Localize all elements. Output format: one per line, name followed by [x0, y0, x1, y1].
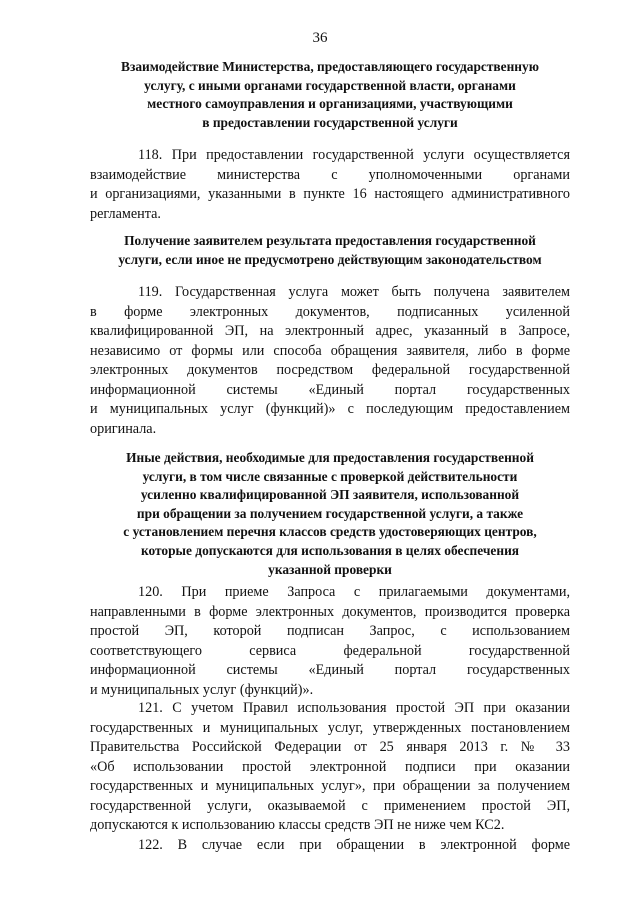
heading-line: Иные действия, необходимые для предоставления государственной: [126, 450, 534, 465]
paragraph-119: [90, 283, 570, 439]
heading-line: Взаимодействие Министерства, предоставляющего государственную: [121, 59, 539, 74]
paragraph-line: 121. С учетом Правил использования простой ЭП при оказании: [138, 700, 570, 716]
heading-line: услуги, в том числе связанные с проверкой действительности: [142, 468, 518, 484]
page-number: 36: [312, 30, 328, 46]
paragraph-line: электронных документов посредством федеральной государственной: [90, 362, 570, 378]
paragraph-line: 119. Государственная услуга может быть получена заявителем: [138, 284, 570, 300]
section-heading-result: [80, 232, 580, 269]
section-heading-interaction: [80, 58, 580, 132]
heading-line: местного самоуправления и организациями, участвующими: [147, 96, 513, 112]
heading-line: указанной проверки: [268, 561, 392, 577]
paragraph-line: направленными в форме электронных документов, производится проверка: [90, 603, 570, 620]
paragraph-line: регламента.: [90, 205, 161, 222]
paragraph-line: квалифицированной ЭП, на электронный адрес, указанный в Запросе,: [90, 323, 570, 339]
heading-line: усиленно квалифицированной ЭП заявителя, использованной: [140, 487, 520, 503]
paragraph-line: 120. При приеме Запроса с прилагаемыми документами,: [138, 584, 570, 600]
paragraph-line: государственной услуги, оказываемой с применением простой ЭП,: [90, 797, 570, 814]
paragraph-line: и организациями, указанными в пункте 16 настоящего административного: [90, 186, 570, 202]
paragraph-line: в форме электронных документов, подписанных усиленной: [90, 303, 570, 320]
paragraph-line: 122. В случае если при обращении в электронной форме: [138, 837, 570, 853]
heading-line: с установлением перечня классов средств удостоверяющих центров,: [123, 524, 537, 540]
paragraph-line: «Об использовании простой электронной подписи при оказании: [90, 758, 570, 775]
paragraph-line: допускаются к использованию классы средств ЭП не ниже чем КС2.: [90, 817, 505, 833]
paragraph-122: [90, 836, 570, 856]
paragraph-line: Правительства Российской Федерации от 25 января 2013 г. № 33: [90, 739, 570, 755]
paragraph-line: простой ЭП, которой подписан Запрос, с использованием: [90, 623, 570, 639]
paragraph-line: государственных и муниципальных услуг», при обращении за получением: [90, 778, 570, 794]
heading-line: которые допускаются для использования в целях обеспечения: [140, 542, 520, 558]
paragraph-line: и муниципальных услуг (функций)» с последующим предоставлением: [90, 401, 570, 417]
paragraph-line: информационной системы «Единый портал государственных: [90, 381, 570, 398]
paragraph-line: независимо от формы или способа обращения заявителя, либо в форме: [90, 342, 570, 359]
paragraph-line: взаимодействие министерства с уполномоченными органами: [90, 166, 570, 183]
paragraph-118: [90, 146, 570, 224]
heading-line: услугу, с иными органами государственной власти, органами: [144, 77, 516, 93]
heading-line: Получение заявителем результата предоставления государственной: [124, 233, 536, 248]
paragraph-line: государственных и муниципальных услуг, утвержденных постановлением: [90, 719, 570, 736]
paragraph-line: и муниципальных услуг (функций)».: [90, 681, 314, 698]
paragraph-120: [90, 583, 570, 700]
section-heading-other-actions: [80, 449, 580, 579]
paragraph-line: информационной системы «Единый портал государственных: [90, 662, 570, 678]
paragraph-line: оригинала.: [90, 420, 157, 437]
heading-line: услуги, если иное не предусмотрено действующим законодательством: [118, 251, 542, 267]
heading-line: при обращении за получением государственной услуги, а также: [136, 505, 524, 521]
heading-line: в предоставлении государственной услуги: [202, 114, 458, 130]
paragraph-line: 118. При предоставлении государственной услуги осуществляется: [138, 147, 570, 163]
paragraph-121: [90, 699, 570, 836]
paragraph-line: соответствующего сервиса федеральной государственной: [90, 642, 570, 659]
